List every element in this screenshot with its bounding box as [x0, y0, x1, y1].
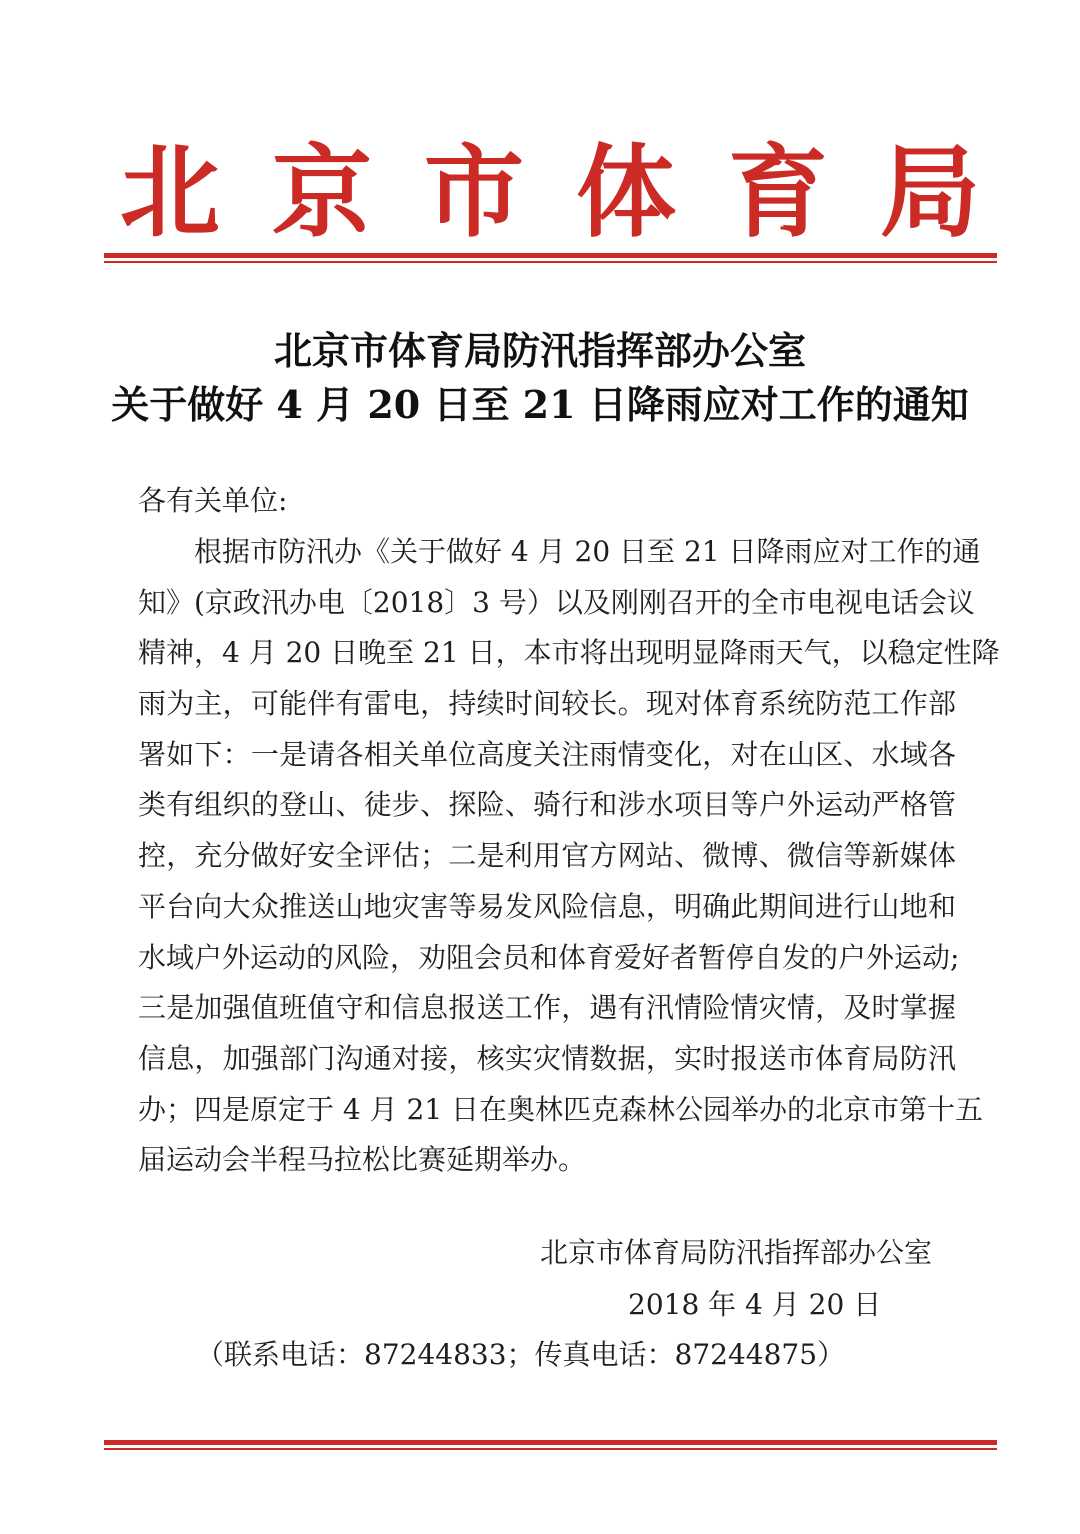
body-line: 知》(京政汛办电〔2018〕3 号）以及刚刚召开的全市电视电话会议 [138, 585, 975, 619]
body-line: 办；四是原定于 4 月 21 日在奥林匹克森林公园举办的北京市第十五 [138, 1092, 984, 1126]
body-line: 雨为主，可能伴有雷电，持续时间较长。现对体育系统防范工作部 [138, 687, 956, 721]
body-line: 届运动会半程马拉松比赛延期举办。 [138, 1143, 587, 1177]
letterhead [105, 132, 995, 252]
body-line: 类有组织的登山、徒步、探险、骑行和涉水项目等户外运动严格管 [138, 788, 956, 822]
body-line: 控，充分做好安全评估；二是利用官方网站、微博、微信等新媒体 [138, 839, 956, 873]
header-rule [104, 253, 997, 258]
letterhead-char: 育 [728, 133, 828, 251]
notice-title-line2: 关于做好 4 月 20 日至 21 日降雨应对工作的通知 [111, 382, 969, 427]
body-text [138, 527, 1000, 1186]
footer-rule [104, 1440, 997, 1445]
issue-date: 2018 年 4 月 20 日 [628, 1288, 882, 1321]
signature: 北京市体育局防汛指挥部办公室 [540, 1236, 933, 1269]
letterhead-char: 京 [272, 133, 372, 251]
body-line: 署如下：一是请各相关单位高度关注雨情变化，对在山区、水域各 [138, 737, 956, 771]
header-rule-thin [104, 261, 997, 263]
footer-rule-thin [104, 1448, 997, 1450]
body-line: 根据市防汛办《关于做好 4 月 20 日至 21 日降雨应对工作的通 [194, 535, 981, 568]
letterhead-char: 市 [424, 133, 524, 251]
letterhead-char: 体 [576, 133, 676, 251]
body-line: 三是加强值班值守和信息报送工作，遇有汛情险情灾情，及时掌握 [138, 991, 956, 1025]
letterhead-char: 局 [880, 133, 980, 251]
notice-title-line1: 北京市体育局防汛指挥部办公室 [273, 328, 806, 373]
body-line: 平台向大众推送山地灾害等易发风险信息，明确此期间进行山地和 [138, 889, 956, 923]
letterhead-char: 北 [120, 133, 220, 251]
body-line: 精神，4 月 20 日晚至 21 日，本市将出现明显降雨天气，以稳定性降 [138, 636, 1000, 670]
body-line: 水域户外运动的风险，劝阻会员和体育爱好者暂停自发的户外运动; [138, 940, 960, 974]
body-line: 信息，加强部门沟通对接，核实灾情数据，实时报送市体育局防汛 [138, 1041, 956, 1075]
contact-info: （联系电话：87244833；传真电话：87244875） [196, 1338, 846, 1371]
salutation: 各有关单位: [138, 484, 288, 517]
